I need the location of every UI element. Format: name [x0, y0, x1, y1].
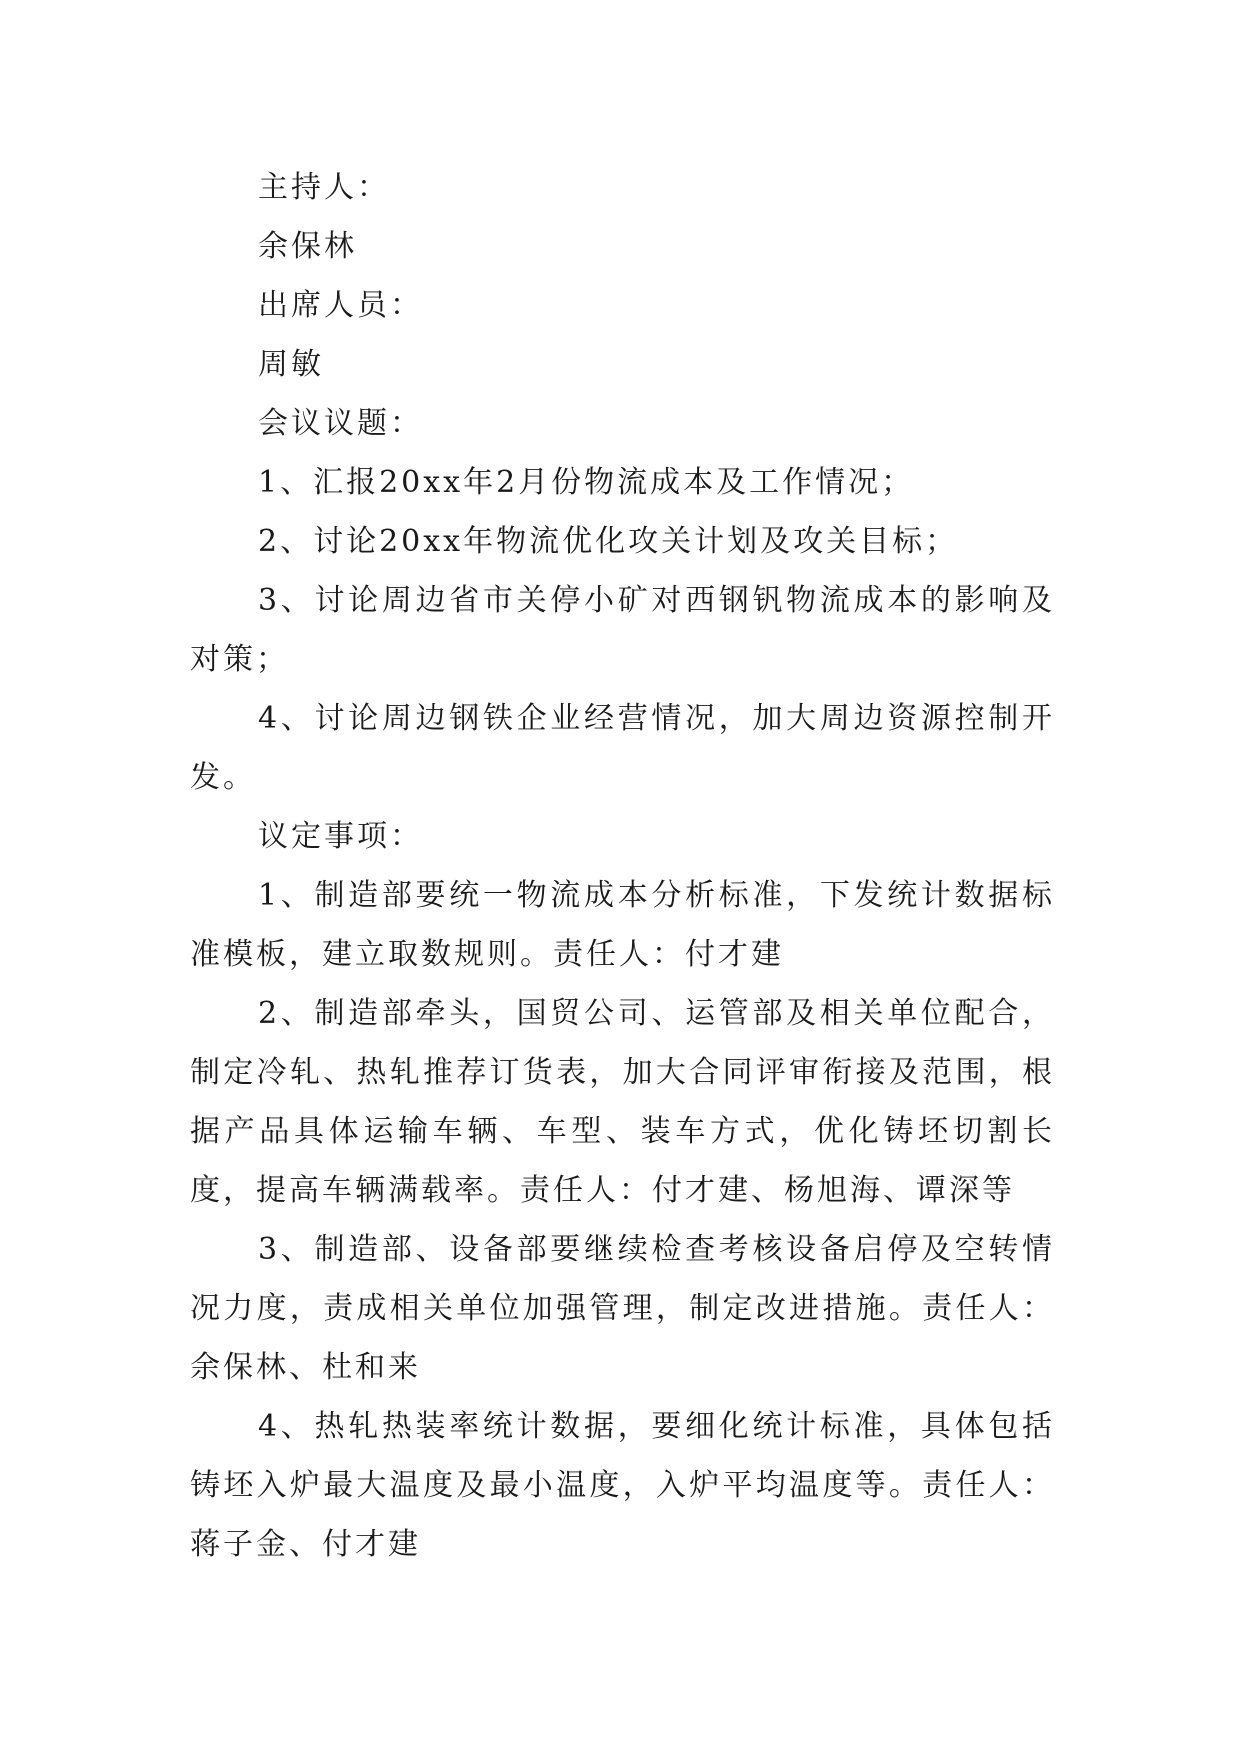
agenda-item: 1、汇报20xx年2月份物流成本及工作情况；: [258, 465, 915, 500]
attendees-label: 出席人员：: [258, 288, 423, 323]
agenda-item: 2、讨论20xx年物流优化攻关计划及攻关目标；: [258, 524, 959, 559]
decision-item: 2、制造部牵头，国贸公司、运管部及相关单位配合，制定冷轧、热轧推荐订货表，加大合同评审衔接及范围，根据产品具体运输车辆、车型、装车方式，优化铸坯切割长度，提高车辆满载率。责任人：付才建、杨旭海、谭深等: [190, 996, 1055, 1208]
host-name: 余保林: [258, 229, 357, 264]
decision-item: 3、制造部、设备部要继续检查考核设备启停及空转情况力度，责成相关单位加强管理，制定改进措施。责任人：余保林、杜和来: [190, 1232, 1055, 1385]
decision-item: 1、制造部要统一物流成本分析标准，下发统计数据标准模板，建立取数规则。责任人：付才建: [190, 878, 1055, 972]
decision-item: 4、热轧热装率统计数据，要细化统计标准，具体包括铸坯入炉最大温度及最小温度，入炉平均温度等。责任人：蒋子金、付才建: [190, 1409, 1055, 1562]
agenda-label: 会议议题：: [258, 406, 423, 441]
agenda-item: 4、讨论周边钢铁企业经营情况，加大周边资源控制开发。: [190, 701, 1055, 795]
decisions-label: 议定事项：: [258, 819, 423, 854]
agenda-item: 3、讨论周边省市关停小矿对西钢钒物流成本的影响及对策；: [190, 583, 1055, 677]
document-page: [190, 158, 1055, 1574]
host-label: 主持人：: [258, 170, 390, 205]
attendees-name: 周敏: [258, 347, 324, 382]
